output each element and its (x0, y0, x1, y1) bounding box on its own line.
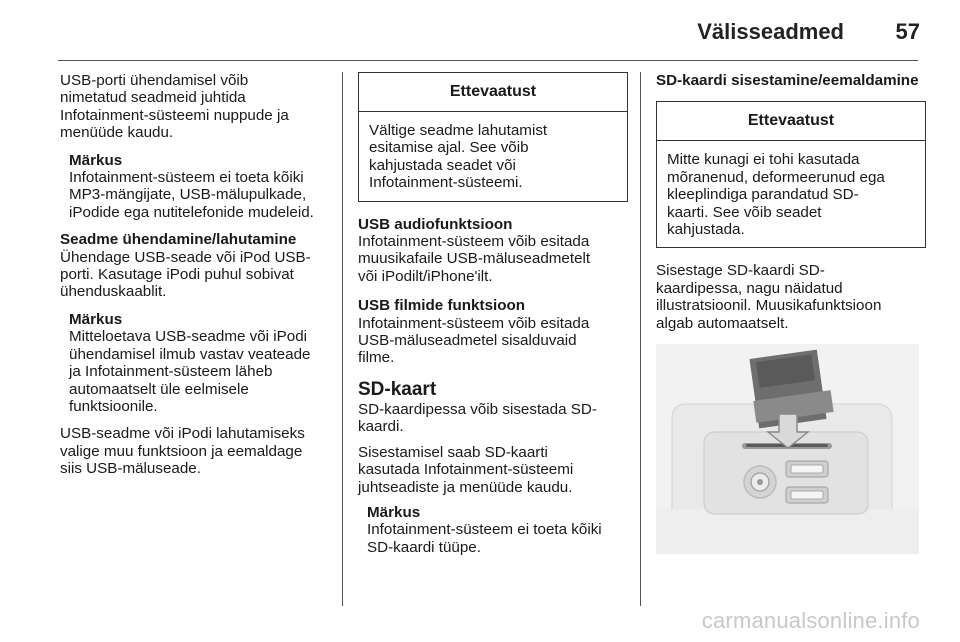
connect-heading: Seadme ühendamine/lahutamine (60, 231, 297, 249)
usb-video-heading: USB filmide funktsioon (358, 297, 526, 315)
note-title: Märkus (69, 151, 123, 169)
watermark: carmanualsonline.info (701, 608, 920, 633)
connect-section: Seadme ühendamine/lahutamine Ühendage USB-seade või iPod USB- porti. Kasutage iPodi puhul sobivat ühenduskaablit. (60, 231, 330, 301)
column-1 (60, 72, 330, 488)
page-title: Välisseadmed (697, 19, 844, 44)
page-number: 57 (895, 19, 920, 44)
usb-video-section: USB filmide funktsioon Infotainment-süsteem võib esitada USB-mäluseadmetel sisalduvaid filme. (358, 297, 628, 367)
warning-title: Ettevaatust (359, 73, 627, 112)
note-sd-support: Märkus Infotainment-süsteem ei toeta kõiki SD-kaardi tüüpe. (358, 504, 628, 556)
sd-instruction-paragraph: Sisestage SD-kaardi SD- kaardipessa, nagu näidatud illustratsioonil. Muusikafunktsioon algab automaatselt. (656, 262, 882, 332)
column-divider-1 (342, 72, 343, 606)
warning-body: Mitte kunagi ei tohi kasutada mõranenud, deformeerunud ega kleeplindiga parandatud SD- kaarti. See võib seadet kahjustada. (667, 151, 885, 239)
usb-audio-section: USB audiofunktsioon Infotainment-süsteem võib esitada muusikafaile USB-mäluseadmetelt või iPodilt/iPhone'ilt. (358, 216, 628, 286)
sd-insert-remove-heading: SD-kaardi sisestamine/eemaldamine (656, 72, 919, 89)
sd-insert-paragraph: Sisestamisel saab SD-kaarti kasutada Infotainment-süsteemi juhtseadiste ja menüüde kaudu. (358, 443, 574, 496)
warning-body: Vältige seadme lahutamist esitamise ajal. See võib kahjustada seadet või Infotainment-süsteemi. (369, 122, 548, 192)
note-title: Märkus (367, 503, 421, 521)
note-unreadable-device: Märkus Mitteloetava USB-seadme või iPodi ühendamisel ilmub vastav veateade ja Infotainment-süsteem läheb automaatselt üle eelmisele funktsioonile. (60, 311, 330, 415)
sd-card-section: SD-kaart SD-kaardipessa võib sisestada SD- kaardi. (358, 379, 628, 436)
disconnect-paragraph: USB-seadme või iPodi lahutamiseks valige muu funktsioon ja eemaldage siis USB-mäluseade. (60, 425, 305, 478)
usb-intro-paragraph: USB-porti ühendamisel võib nimetatud seadmeid juhtida Infotainment-süsteemi nuppude ja menüüde kaudu. (60, 72, 289, 142)
warning-title: Ettevaatust (657, 102, 925, 141)
sd-card-heading: SD-kaart (358, 378, 437, 400)
header-divider (58, 60, 918, 61)
column-2 (358, 72, 628, 566)
column-divider-2 (640, 72, 641, 606)
sd-slot-usb-ports-illustration (656, 344, 919, 554)
page-header (0, 0, 960, 62)
note-title: Märkus (69, 310, 123, 328)
warning-box-sd-card (656, 101, 926, 248)
column-3 (656, 72, 926, 554)
usb-audio-heading: USB audiofunktsioon (358, 215, 513, 233)
warning-box-disconnect (358, 72, 628, 202)
note-usb-support: Märkus Infotainment-süsteem ei toeta kõiki MP3-mängijate, USB-mälupulkade, iPodide ega nutitelefonide mudeleid. (60, 152, 330, 222)
sd-card-illustration (656, 344, 919, 554)
